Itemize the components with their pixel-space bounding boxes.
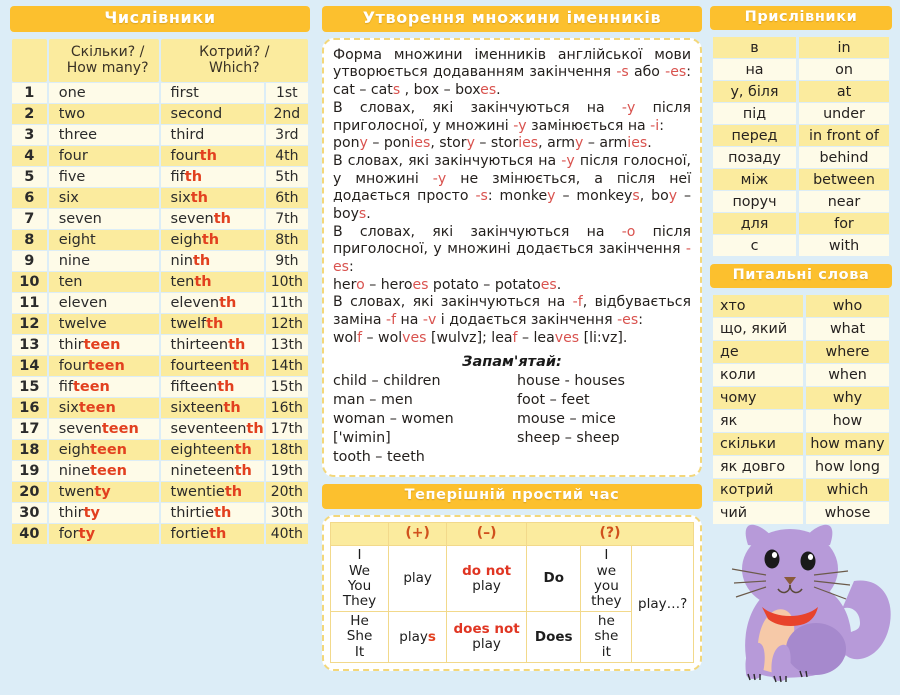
word-ukrainian: чому [713, 387, 803, 409]
header-cardinal-en: How many? [66, 59, 149, 76]
header-blank [12, 39, 47, 82]
header-ordinal [161, 39, 308, 82]
plural-rule-line: В словах, які закінчуються на -o після приголосної, у множині додається закінчення -es: [333, 223, 691, 276]
word-english: on [799, 59, 889, 80]
numeral-cardinal: nine [49, 251, 159, 271]
irregular-plural-item: sheep – sheep [517, 430, 620, 447]
table-row [713, 213, 889, 234]
table-row [12, 83, 308, 103]
numeral-digit: 30 [12, 503, 47, 523]
numeral-ordinal: eighth [161, 230, 264, 250]
word-english: for [799, 213, 889, 234]
ps-auxiliary: Does [527, 612, 581, 663]
middle-column [318, 6, 706, 689]
question-words-section [710, 264, 892, 525]
table-row [12, 125, 308, 145]
ps-header-question: (?) [527, 522, 694, 546]
numeral-ordinal: fifth [161, 167, 264, 187]
ps-affirmative: play [389, 546, 447, 612]
numeral-ordinal: fourteenth [161, 356, 264, 376]
table-row [12, 146, 308, 166]
numeral-digit: 15 [12, 377, 47, 397]
table-row [713, 479, 889, 501]
table-row [713, 59, 889, 80]
numeral-ordinal: seventeenth [161, 419, 264, 439]
question-words-table-body [713, 295, 889, 524]
irregular-plural-item: woman – women ['wimin] [333, 411, 454, 447]
numeral-digit: 11 [12, 293, 47, 313]
word-ukrainian: під [713, 103, 796, 124]
ps-question-pronouns: I we you they [581, 546, 632, 612]
table-row [331, 546, 694, 612]
numeral-abbrev: 20th [266, 482, 308, 502]
word-ukrainian: у, біля [713, 81, 796, 102]
numeral-cardinal: ten [49, 272, 159, 292]
table-row [12, 440, 308, 460]
plural-section [322, 6, 702, 477]
numeral-ordinal: twentieth [161, 482, 264, 502]
ps-negative: does not play [447, 612, 527, 663]
numeral-digit: 10 [12, 272, 47, 292]
remember-title: Запам'ятай: [462, 354, 562, 371]
table-row [12, 356, 308, 376]
table-row [12, 104, 308, 124]
table-row [713, 191, 889, 212]
plural-content-box [322, 38, 702, 478]
table-row [713, 295, 889, 317]
present-simple-body [331, 546, 694, 663]
ps-question-verb: play…? [632, 546, 694, 663]
numeral-digit: 20 [12, 482, 47, 502]
plural-title: Утворення множини іменників [322, 6, 702, 32]
question-words-table [710, 294, 892, 525]
question-words-title: Питальні слова [710, 264, 892, 288]
numeral-abbrev: 40th [266, 524, 308, 544]
word-english: between [799, 169, 889, 190]
table-row [713, 235, 889, 256]
numeral-digit: 40 [12, 524, 47, 544]
numeral-abbrev: 16th [266, 398, 308, 418]
numeral-cardinal: twelve [49, 314, 159, 334]
irregular-plural-item: child – children [333, 373, 441, 390]
table-row [713, 364, 889, 386]
plural-rule-line: Форма множини іменників англійської мови утворюється додаванням закінчення -s або -es: cat – cats , box – boxes. [333, 46, 691, 99]
numeral-abbrev: 4th [266, 146, 308, 166]
numeral-digit: 13 [12, 335, 47, 355]
numeral-cardinal: twenty [49, 482, 159, 502]
table-row [713, 125, 889, 146]
plural-rule-line: pony – ponies, story – stories, army – armies. [333, 135, 652, 152]
table-row [12, 209, 308, 229]
numeral-cardinal: sixteen [49, 398, 159, 418]
plural-rule-line: В словах, які закінчуються на -f, відбувається заміна -f на -v і додається закінчення -es: [333, 294, 691, 329]
ps-negative: do not play [447, 546, 527, 612]
plural-rule-line: hero – heroes potato – potatoes. [333, 276, 562, 293]
header-ordinal-en: Which? [208, 59, 260, 76]
numeral-digit: 18 [12, 440, 47, 460]
irregular-plural-item: foot – feet [517, 392, 590, 409]
present-simple-title: Теперішній простий час [322, 484, 702, 508]
numeral-abbrev: 1st [266, 83, 308, 103]
numeral-ordinal: eleventh [161, 293, 264, 313]
table-row [713, 456, 889, 478]
ps-header-blank [331, 522, 389, 546]
numeral-ordinal: twelfth [161, 314, 264, 334]
numerals-table [10, 38, 310, 545]
word-english: behind [799, 147, 889, 168]
numeral-abbrev: 13th [266, 335, 308, 355]
word-english: at [799, 81, 889, 102]
present-simple-section [322, 484, 702, 670]
numeral-digit: 12 [12, 314, 47, 334]
numeral-abbrev: 10th [266, 272, 308, 292]
table-row [12, 482, 308, 502]
numeral-digit: 17 [12, 419, 47, 439]
table-row [713, 147, 889, 168]
numeral-cardinal: eighteen [49, 440, 159, 460]
table-row [12, 167, 308, 187]
present-simple-head [331, 522, 694, 546]
numeral-cardinal: four [49, 146, 159, 166]
numeral-ordinal: nineteenth [161, 461, 264, 481]
word-english: how many [806, 433, 889, 455]
numeral-cardinal: thirty [49, 503, 159, 523]
table-row [12, 251, 308, 271]
irregular-plural-item: tooth – teeth [333, 449, 425, 466]
word-english: with [799, 235, 889, 256]
plural-rule-line: В словах, які закінчуються на -y після голосної, у множині -y не змінюється, а після неї додається просто -s: monkey – monkeys, boy – boys. [333, 152, 692, 222]
table-row [713, 81, 889, 102]
table-row [12, 503, 308, 523]
numeral-abbrev: 18th [266, 440, 308, 460]
word-english: which [806, 479, 889, 501]
numeral-cardinal: nineteen [49, 461, 159, 481]
numeral-digit: 14 [12, 356, 47, 376]
numeral-digit: 16 [12, 398, 47, 418]
word-ukrainian: як [713, 410, 803, 432]
numerals-table-head [12, 39, 308, 82]
word-ukrainian: с [713, 235, 796, 256]
numeral-abbrev: 11th [266, 293, 308, 313]
adverbs-title: Прислівники [710, 6, 892, 30]
numerals-table-body [12, 83, 308, 544]
table-row [12, 230, 308, 250]
word-ukrainian: де [713, 341, 803, 363]
table-row [12, 335, 308, 355]
irregular-plurals-right [507, 372, 691, 467]
ps-subject-pronouns: He She It [331, 612, 389, 663]
numeral-cardinal: three [49, 125, 159, 145]
word-ukrainian: поруч [713, 191, 796, 212]
word-english: when [806, 364, 889, 386]
table-row [713, 410, 889, 432]
irregular-plurals-left [333, 372, 507, 467]
table-row [12, 272, 308, 292]
numeral-ordinal: first [161, 83, 264, 103]
word-english: in [799, 37, 889, 58]
numeral-digit: 7 [12, 209, 47, 229]
plural-rules-text [333, 47, 691, 348]
adverbs-section [710, 6, 892, 257]
numeral-digit: 8 [12, 230, 47, 250]
word-english: whose [806, 502, 889, 524]
numeral-cardinal: one [49, 83, 159, 103]
table-row [713, 387, 889, 409]
table-row [12, 188, 308, 208]
word-ukrainian: коли [713, 364, 803, 386]
numeral-cardinal: fifteen [49, 377, 159, 397]
numeral-ordinal: fifteenth [161, 377, 264, 397]
table-row [713, 103, 889, 124]
numeral-ordinal: fourth [161, 146, 264, 166]
numeral-cardinal: eight [49, 230, 159, 250]
numeral-cardinal: thirteen [49, 335, 159, 355]
ps-auxiliary: Do [527, 546, 581, 612]
numeral-ordinal: thirtieth [161, 503, 264, 523]
numeral-abbrev: 15th [266, 377, 308, 397]
header-cardinal-ua: Скільки? / [70, 43, 145, 60]
word-ukrainian: між [713, 169, 796, 190]
table-row [12, 419, 308, 439]
numeral-ordinal: tenth [161, 272, 264, 292]
numeral-ordinal: sixteenth [161, 398, 264, 418]
numeral-cardinal: eleven [49, 293, 159, 313]
numeral-abbrev: 12th [266, 314, 308, 334]
word-english: how [806, 410, 889, 432]
irregular-plural-item: house - houses [517, 373, 625, 390]
right-column [706, 6, 900, 689]
ps-subject-pronouns: I We You They [331, 546, 389, 612]
word-english: where [806, 341, 889, 363]
numeral-digit: 9 [12, 251, 47, 271]
numeral-abbrev: 30th [266, 503, 308, 523]
word-english: why [806, 387, 889, 409]
numeral-digit: 3 [12, 125, 47, 145]
table-row [12, 293, 308, 313]
numeral-abbrev: 19th [266, 461, 308, 481]
present-simple-header-row [331, 522, 694, 546]
plural-rule-line: wolf – wolves [wulvz]; leaf – leaves [li:vz]. [333, 329, 628, 346]
word-english: how long [806, 456, 889, 478]
ps-header-negative: (–) [447, 522, 527, 546]
numeral-ordinal: third [161, 125, 264, 145]
word-ukrainian: як довго [713, 456, 803, 478]
numeral-ordinal: fortieth [161, 524, 264, 544]
numeral-digit: 6 [12, 188, 47, 208]
word-ukrainian: для [713, 213, 796, 234]
word-english: under [799, 103, 889, 124]
word-english: near [799, 191, 889, 212]
table-row [12, 524, 308, 544]
present-simple-table [330, 522, 694, 663]
numeral-abbrev: 9th [266, 251, 308, 271]
irregular-plural-item: man – men [333, 392, 413, 409]
ps-header-affirmative: (+) [389, 522, 447, 546]
numeral-abbrev: 7th [266, 209, 308, 229]
cat-illustration [704, 519, 900, 695]
numeral-abbrev: 5th [266, 167, 308, 187]
table-row [12, 377, 308, 397]
table-row [12, 398, 308, 418]
header-cardinal [49, 39, 159, 82]
numeral-ordinal: seventh [161, 209, 264, 229]
numeral-digit: 2 [12, 104, 47, 124]
word-english: in front of [799, 125, 889, 146]
numeral-cardinal: seventeen [49, 419, 159, 439]
ps-affirmative: plays [389, 612, 447, 663]
table-row [12, 461, 308, 481]
numeral-abbrev: 2nd [266, 104, 308, 124]
word-ukrainian: на [713, 59, 796, 80]
table-row [713, 318, 889, 340]
numeral-cardinal: forty [49, 524, 159, 544]
numeral-ordinal: eighteenth [161, 440, 264, 460]
numeral-digit: 19 [12, 461, 47, 481]
word-ukrainian: чий [713, 502, 803, 524]
numerals-section [0, 6, 318, 689]
table-row [713, 433, 889, 455]
word-english: who [806, 295, 889, 317]
numeral-ordinal: ninth [161, 251, 264, 271]
header-ordinal-ua: Котрий? / [199, 43, 270, 60]
numeral-abbrev: 6th [266, 188, 308, 208]
irregular-plural-item: mouse – mice [517, 411, 616, 428]
table-row [713, 37, 889, 58]
numeral-ordinal: sixth [161, 188, 264, 208]
word-ukrainian: в [713, 37, 796, 58]
word-ukrainian: котрий [713, 479, 803, 501]
adverbs-table [710, 36, 892, 257]
ps-question-pronouns: he she it [581, 612, 632, 663]
word-english: what [806, 318, 889, 340]
numeral-abbrev: 8th [266, 230, 308, 250]
numeral-digit: 1 [12, 83, 47, 103]
plural-rule-line: В словах, які закінчуються на -y після приголосної, у множині -y замінюється на -i: [333, 99, 691, 134]
adverbs-table-body [713, 37, 889, 256]
numeral-ordinal: second [161, 104, 264, 124]
numeral-cardinal: five [49, 167, 159, 187]
numeral-cardinal: six [49, 188, 159, 208]
irregular-plurals [333, 372, 691, 467]
word-ukrainian: перед [713, 125, 796, 146]
numeral-cardinal: seven [49, 209, 159, 229]
numerals-title: Числівники [10, 6, 310, 32]
present-simple-box [322, 515, 702, 671]
numeral-abbrev: 14th [266, 356, 308, 376]
table-row [713, 169, 889, 190]
word-ukrainian: позаду [713, 147, 796, 168]
word-ukrainian: хто [713, 295, 803, 317]
word-ukrainian: що, який [713, 318, 803, 340]
numeral-abbrev: 3rd [266, 125, 308, 145]
numeral-cardinal: two [49, 104, 159, 124]
table-header-row [12, 39, 308, 82]
numeral-cardinal: fourteen [49, 356, 159, 376]
numeral-digit: 5 [12, 167, 47, 187]
numeral-abbrev: 17th [266, 419, 308, 439]
table-row [713, 341, 889, 363]
numeral-digit: 4 [12, 146, 47, 166]
table-row [12, 314, 308, 334]
numeral-ordinal: thirteenth [161, 335, 264, 355]
word-ukrainian: скільки [713, 433, 803, 455]
